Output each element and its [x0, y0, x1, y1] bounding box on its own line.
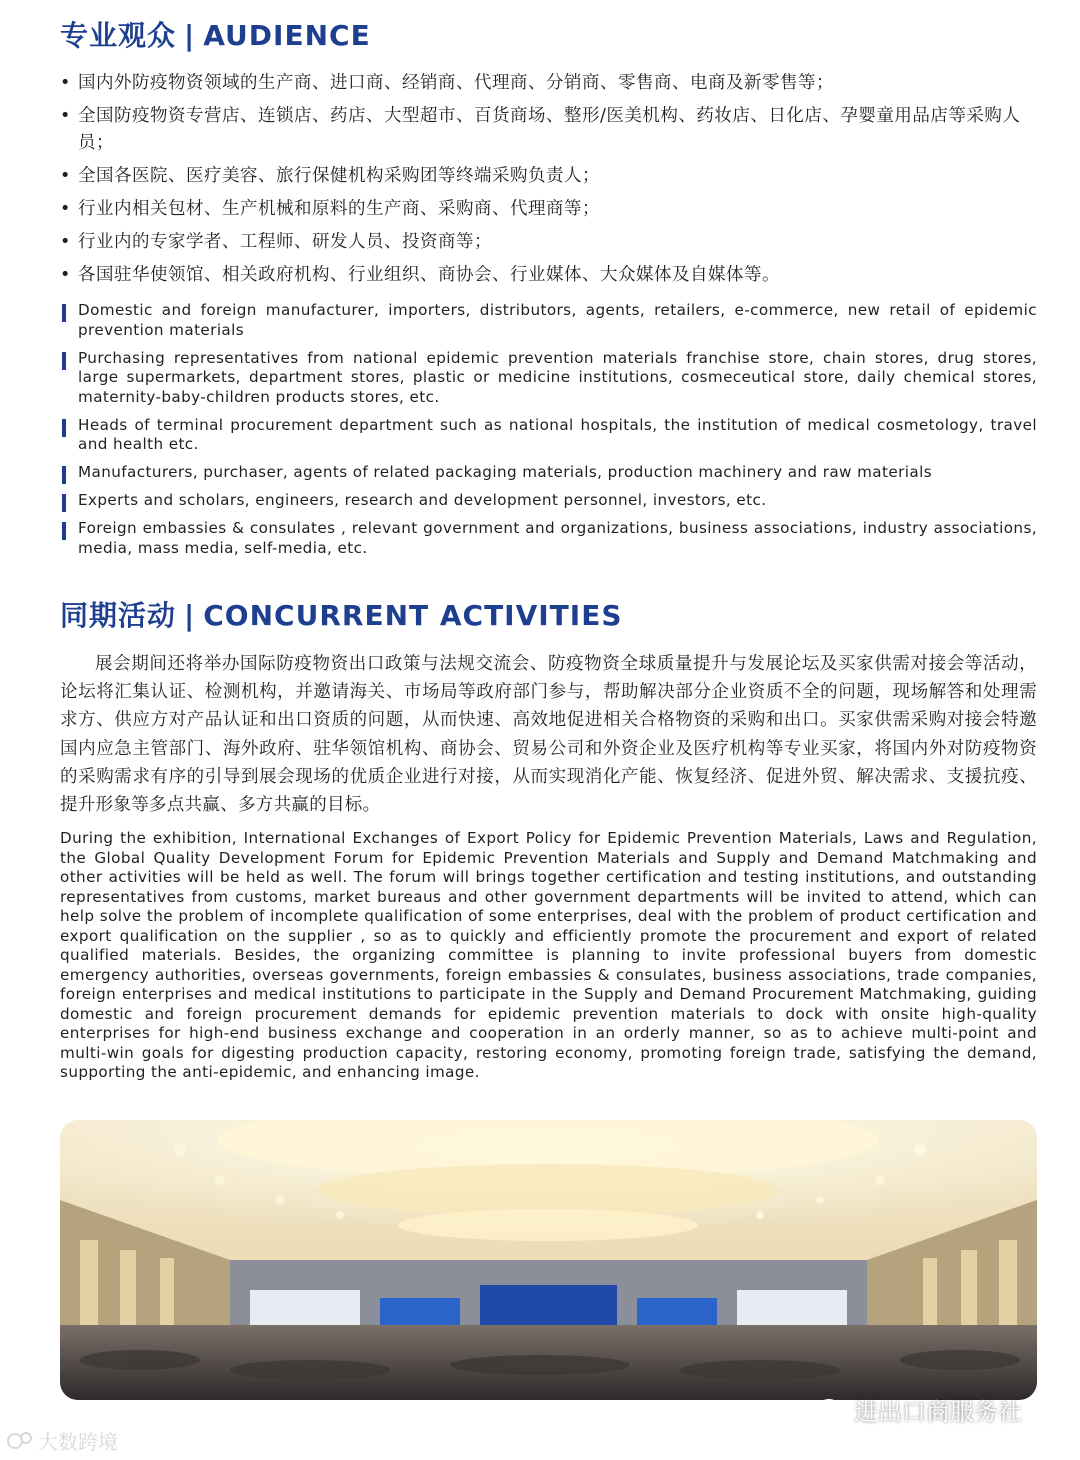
bar-marker-icon	[62, 494, 66, 512]
bar-marker-icon	[62, 352, 66, 370]
watermark-right	[818, 1392, 1022, 1427]
audience-zh-item-text: 行业内相关包材、生产机械和原料的生产商、采购商、代理商等；	[78, 199, 600, 219]
audience-title-zh: 专业观众	[60, 19, 177, 52]
audience-zh-item-text: 各国驻华使领馆、相关政府机构、行业组织、商协会、行业媒体、大众媒体及自媒体等。	[78, 265, 780, 285]
audience-en-item-text: Purchasing representatives from national epidemic prevention materials franchise store, chain stores, drug stores, large supermarkets, department stores, plastic or medicine institutions, cosmeceutical store, daily chemical stores, maternity-baby-children products stores, etc.	[78, 348, 1037, 406]
activities-title-zh: 同期活动	[60, 599, 177, 632]
bullet-icon: •	[60, 106, 71, 126]
audience-zh-item	[60, 163, 1040, 190]
audience-en-item-text: Foreign embassies & consulates , relevant government and organizations, business associations, industry associations, media, mass media, self-media, etc.	[78, 519, 1037, 557]
audience-en-item-text: Experts and scholars, engineers, research and development personnel, investors, etc.	[78, 491, 767, 509]
conference-hall-photo	[60, 1120, 1037, 1400]
activities-title	[60, 594, 622, 634]
watermark-right-text: 进出口商服务社	[854, 1398, 1022, 1426]
bullet-icon: •	[60, 73, 71, 93]
bullet-icon: •	[60, 265, 71, 285]
audience-title-en: AUDIENCE	[203, 19, 371, 52]
audience-en-item	[60, 416, 1037, 455]
audience-zh-item	[60, 103, 1040, 157]
wechat-icon	[818, 1398, 846, 1422]
audience-en-item	[60, 463, 1037, 483]
audience-en-item-text: Domestic and foreign manufacturer, importers, distributors, agents, retailers, e-commerce, new retail of epidemic prevention materials	[78, 301, 1037, 339]
audience-en-item	[60, 491, 1037, 511]
bullet-icon: •	[60, 232, 71, 252]
audience-title-separator: |	[184, 19, 196, 52]
audience-zh-list	[60, 70, 1040, 295]
audience-en-item-text: Manufacturers, purchaser, agents of related packaging materials, production machinery and raw materials	[78, 463, 933, 481]
watermark-left-text: 大数跨境	[38, 1430, 118, 1454]
activities-zh-paragraph: 展会期间还将举办国际防疫物资出口政策与法规交流会、防疫物资全球质量提升与发展论坛及买家供需对接会等活动，论坛将汇集认证、检测机构，并邀请海关、市场局等政府部门参与，帮助解决部分企业资质不全的问题，现场解答和处理需求方、供应方对产品认证和出口资质的问题，从而快速、高效地促进相关合格物资的采购和出口。买家供需采购对接会特邀国内应急主管部门、海外政府、驻华领馆机构、商协会、贸易公司和外资企业及医疗机构等专业买家，将国内外对防疫物资的采购需求有序的引导到展会现场的优质企业进行对接，从而实现消化产能、恢复经济、促进外贸、解决需求、支援抗疫、提升形象等多点共赢、多方共赢的目标。	[60, 654, 1037, 816]
bullet-icon: •	[60, 199, 71, 219]
activities-en-paragraph: During the exhibition, International Exchanges of Export Policy for Epidemic Prevention Materials, Laws and Regulation, the Global Quality Development Forum for Epidemic Prevention Materials and Supply and Demand Matchmaking and other activities will be held as well. The forum will brings together certification and testing institutions, and outstanding representatives from customs, market bureaus and other government departments will be invited to attend, which can help solve the problem of incomplete qualification of some enterprises, deal with the problem of product certification and export qualification on the supplier , so as to quickly and efficiently promote the procurement and export of related qualified materials. Besides, the organizing committee is planning to invite professional buyers from domestic emergency authorities, overseas governments, foreign embassies & consulates, business associations, trade companies, foreign enterprises and medical institutions to participate in the Supply and Demand Procurement Matchmaking, guiding domestic and foreign procurement demands for epidemic prevention materials to dock with onsite high-quality enterprises for high-end business exchange and cooperation in an orderly manner, so as to achieve multi-point and multi-win goals for digesting production capacity, restoring economy, promoting foreign trade, satisfying the demand, supporting the anti-epidemic, and enhancing image.	[60, 829, 1037, 1081]
audience-zh-item-text: 国内外防疫物资领域的生产商、进口商、经销商、代理商、分销商、零售商、电商及新零售等；	[78, 73, 834, 93]
bar-marker-icon	[62, 522, 66, 540]
audience-zh-item	[60, 70, 1040, 97]
audience-zh-item	[60, 196, 1040, 223]
audience-zh-item	[60, 262, 1040, 289]
audience-title	[60, 14, 371, 54]
audience-zh-item-text: 全国各医院、医疗美容、旅行保健机构采购团等终端采购负责人；	[78, 166, 600, 186]
audience-zh-item-text: 全国防疫物资专营店、连锁店、药店、大型超市、百货商场、整形/医美机构、药妆店、日化店、孕婴童用品店等采购人员；	[78, 106, 1021, 153]
logo-icon	[6, 1429, 34, 1453]
audience-en-item-text: Heads of terminal procurement department such as national hospitals, the institution of medical cosmetology, travel and health etc.	[78, 415, 1037, 453]
watermark-left	[6, 1426, 118, 1455]
audience-en-list	[60, 301, 1037, 567]
bar-marker-icon	[62, 419, 66, 437]
audience-zh-item-text: 行业内的专家学者、工程师、研发人员、投资商等；	[78, 232, 492, 252]
audience-en-item	[60, 301, 1037, 340]
audience-en-item	[60, 349, 1037, 408]
bar-marker-icon	[62, 466, 66, 484]
audience-en-item	[60, 519, 1037, 558]
activities-title-en: CONCURRENT ACTIVITIES	[203, 599, 623, 632]
activities-title-separator: |	[184, 599, 196, 632]
bullet-icon: •	[60, 166, 71, 186]
bar-marker-icon	[62, 304, 66, 322]
audience-zh-item	[60, 229, 1040, 256]
